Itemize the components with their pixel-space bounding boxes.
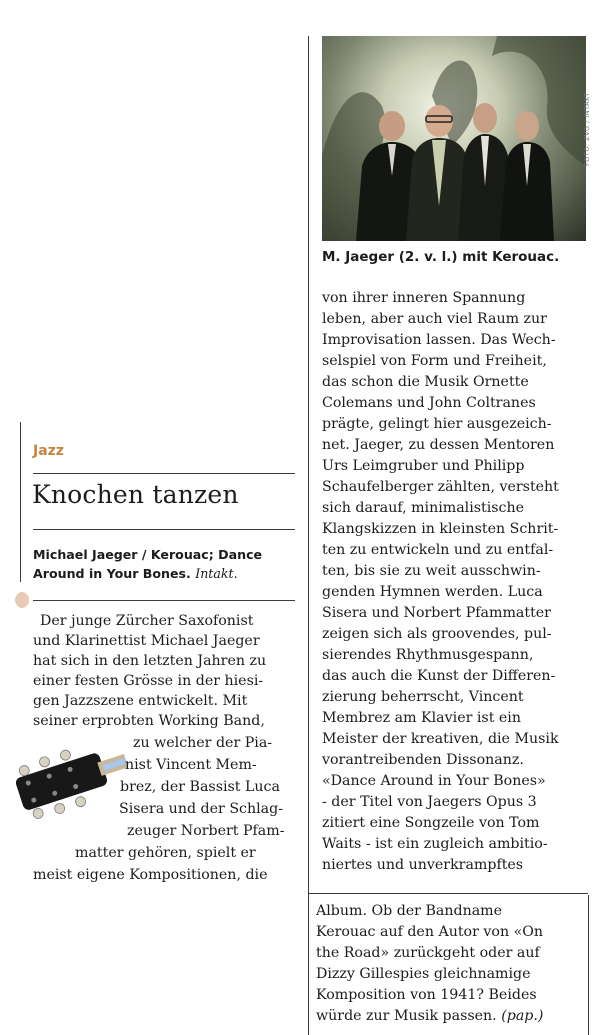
- body-line: Album. Ob der Bandname: [316, 903, 503, 919]
- body-line: einer festen Grösse in der hiesi-: [33, 673, 264, 689]
- body-line: von ihrer inneren Spannung: [322, 290, 526, 306]
- bottom-box-rule: [308, 893, 588, 894]
- body-line: sich darauf, minimalistische: [322, 500, 525, 516]
- body-line: Meister der kreativen, die Musik: [322, 731, 559, 747]
- body-line: Sisera und der Schlag-: [119, 801, 283, 817]
- body-line: zeuger Norbert Pfam-: [127, 823, 285, 839]
- body-line: Improvisation lassen. Das Wech-: [322, 332, 556, 348]
- body-line: niertes und unverkrampftes: [322, 857, 524, 873]
- body-line: seiner erprobten Working Band,: [33, 713, 265, 729]
- body-line: Waits - ist ein zugleich ambitio-: [322, 836, 548, 852]
- body-line: Klangskizzen in kleinsten Schrit-: [322, 521, 559, 537]
- genre-label: Jazz: [33, 443, 64, 459]
- body-line: gen Jazzszene entwickelt. Mit: [33, 693, 248, 709]
- body-line: Colemans und John Coltranes: [322, 395, 536, 411]
- body-line: brez, der Bassist Luca: [120, 779, 280, 795]
- body-line: «Dance Around in Your Bones»: [322, 773, 546, 789]
- bottom-right-rule: [588, 895, 589, 1035]
- body-line: zeigen sich als groovendes, pul-: [322, 626, 552, 642]
- body-line: und Klarinettist Michael Jaeger: [33, 633, 260, 649]
- album-info: [33, 545, 295, 583]
- article-headline: Knochen tanzen: [32, 480, 239, 509]
- body-line: the Road» zurückgeht oder auf: [316, 945, 540, 961]
- photo-caption: M. Jaeger (2. v. l.) mit Kerouac.: [322, 249, 560, 265]
- body-line: hat sich in den letzten Jahren zu: [33, 653, 267, 669]
- body-line: net. Jaeger, zu dessen Mentoren: [322, 437, 555, 453]
- body-line: Urs Leimgruber und Philipp: [322, 458, 525, 474]
- body-line: leben, aber auch viel Raum zur: [322, 311, 547, 327]
- body-line: prägte, gelingt hier ausgezeich-: [322, 416, 552, 432]
- album-info-label: Intakt.: [195, 566, 238, 581]
- body-line: Schaufelberger zählten, versteht: [322, 479, 559, 495]
- bottom-column-rule: [308, 893, 309, 1035]
- body-line: das schon die Musik Ornette: [322, 374, 529, 390]
- band-photo: [322, 36, 586, 241]
- body-line: sierendes Rhythmusgespann,: [322, 647, 534, 663]
- body-line: ten zu entwickeln und zu entfal-: [322, 542, 554, 558]
- body-line: nist Vincent Mem-: [125, 757, 257, 773]
- body-line: vorantreibenden Dissonanz.: [322, 752, 524, 768]
- body-line: Membrez am Klavier ist ein: [322, 710, 521, 726]
- body-line: zu welcher der Pia-: [133, 735, 273, 751]
- body-line: zitiert eine Songzeile von Tom: [322, 815, 540, 831]
- genre-rule: [33, 473, 295, 474]
- photo-column-rule: [308, 36, 309, 894]
- guitar-headstock-image: [10, 732, 130, 832]
- body-line: meist eigene Kompositionen, die: [33, 867, 268, 883]
- body-line: matter gehören, spielt er: [75, 845, 256, 861]
- left-column-rule: [20, 422, 21, 582]
- headline-rule: [33, 529, 295, 530]
- photo-credit: FOTO: ZVG / INTAKT: [583, 92, 591, 166]
- body-line: Komposition von 1941? Beides: [316, 987, 537, 1003]
- info-rule: [33, 600, 295, 601]
- body-line: Dizzy Gillespies gleichnamige: [316, 966, 531, 982]
- body-line: genden Hymnen werden. Luca: [322, 584, 543, 600]
- thumb-image: [14, 591, 30, 609]
- body-line: Sisera und Norbert Pfammatter: [322, 605, 551, 621]
- album-info-title: Michael Jaeger / Kerouac; Dance Around in Your Bones.: [33, 547, 263, 581]
- body-line: [316, 1007, 543, 1026]
- last-line-text: würde zur Musik passen.: [316, 1008, 497, 1024]
- body-line: Kerouac auf den Autor von «On: [316, 924, 544, 940]
- body-line: das auch die Kunst der Differen-: [322, 668, 556, 684]
- body-line: selspiel von Form und Freiheit,: [322, 353, 547, 369]
- body-line: ten, bis sie zu weit ausschwin-: [322, 563, 541, 579]
- body-line: - der Titel von Jaegers Opus 3: [322, 794, 537, 810]
- body-line: Der junge Zürcher Saxofonist: [40, 613, 254, 629]
- body-line: zierung beherrscht, Vincent: [322, 689, 524, 705]
- author-signature: (pap.): [501, 1008, 544, 1024]
